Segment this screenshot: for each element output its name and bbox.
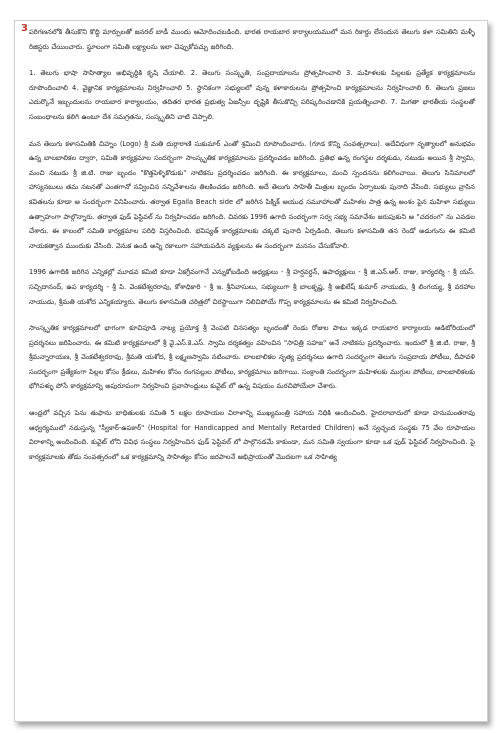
- document-page: [14, 20, 488, 722]
- paragraph-donations: ఆంధ్రలో వచ్చిన పెను తుఫాను బాధితులకు సమితి 5 లక్షల రూపాయల విరాళాన్ని ముఖ్యమంత్రి సహాయ నిధికి అందించింది. హైదరాబాదులో కూడా హనుమంతరావు ఆధ్వర్యములో నడుస్తున్న "స్వీకార్-ఉపకార్" (Hospital for Handicapped and Mentally Retarded Children) అనే స్వచ్ఛంద సంస్థకు 75 వేల రూపాయల విరాళాన్ని అందించింది. కువైట్ లోని వివిధ సంస్థలు నిర్వహించిన ఫుడ్ ఫెస్టివల్ లో పాల్గొనడమే కాకుండా, మన సమితి స్వయంగా కూడా ఒక ఫుడ్ ఫెస్టివల్ నిర్వహించింది. పై కార్యక్రమాలకు తోడు సంవత్సరంలో ఒక కార్యక్రమాన్ని సాహిత్యం కోసం జరపాలనే అభిప్రాయంతో మొదటగా ఒక సాహిత్య: [29, 409, 475, 461]
- paragraph-intro: పరిగణనలోకి తీసుకొని కొద్ది మార్పులతో జనరల్ బాడీ ముందు ఆమోదించబడింది. భారత రాయబార కార్యాలయములో మన రికార్డు లేనందున తెలుగు కళా సమితిని మళ్ళీ రిజిస్టరు చేయించారు. స్థూలంగా సమితి లక్ష్యాలను ఇలా చెప్పుకోవచ్చు జరిగింది.: [29, 28, 475, 51]
- page-number: 3: [21, 23, 28, 34]
- paragraph-logo-history: మన తెలుగు కళాసమితికి చిహ్నం (Logo) శ్రీ మతి దుర్గారాణి సుకుమార్ ఎంతో శ్రమించి రూపొందించారు. (గూడ కొన్ని సంవత్సరాలు). అదేవిధంగా నృత్యాలలో అనుభవం ఉన్న బాలబాలికల ద్వారా, సమితి కార్యక్రమాల సందర్భంగా సాంస్కృతిక కార్యక్రమాలను ప్రదర్శించడం జరిగింది. ప్రతిభ ఉన్న రంగస్థల దర్శకుడు, నటుడు అయిన శ్రీ స్వామి, మంచి నటుడు శ్రీ జి.టి. రాజు బృందం "కొత్తపెళ్ళికొడుకు" నాటికను ప్రదర్శించడం జరిగింది. ఈ కార్యక్రమాలు, మంచి స్పందనను కలిగించాయి. తెలుగు సినిమాలలో హాస్యనటులు తమ నటనతో ఎంతగానో నవ్వించిన సన్నివేశాలను తిలకించడం జరిగింది. అదే తెలుగు సాహితీ మిత్రుల బృందం ఏర్పాటుకు పునాది వేసింది. సభ్యులు వ్రాసిన కవితలను కూడా ఆ సందర్భంగా వినిపించారు. తర్వాత Egaila Beach side లో జరిగిన పిక్నిక్ ఆయుధ సమూహాలతో మహిళల పాత్ర ఉన్న అంశం పైన మహిళా సభ్యులు ఉత్సాహంగా పాల్గొన్నారు. తర్వాత ఫుడ్ ఫెస్టివల్ ను నిర్వహించడం జరిగింది. చివరకు 1996 ఉగాది సందర్భంగా సర్వ సభ్య సమావేశం జరుపుకుని ఆ "చదరంగ" ను ఎవడల చేశారు. ఈ కాలంలో సమితి కార్యక్రమాల పరిధి విస్తరించింది. భవిష్యత్ కార్యక్రమాలకు చక్కటి పునాది ఏర్పడింది. తెలుగు కళాసమితి తన రెండో అడుగును ఈ కమిటి నాయకత్వాన ముందుకు వేసింది. వెనుక ఉండి అన్ని రకాలుగా సహాయపడిన వ్యక్తులను ఈ సందర్భంగా మననం చేసుకోవాలి.: [29, 139, 475, 250]
- document-body: [29, 25, 475, 476]
- paragraph-cultural-programs: సాంస్కృతిక కార్యక్రమాలలో భాగంగా కూచిపూడి నాట్య ప్రయోక్త శ్రీ వెంపటి చినసత్యం బృందంతో రెండు రోజుల పాటు ఇక్కడ రాయబార కార్యాలయ ఆడిటోరియంలో ప్రదర్శనలు జరిపించారు. ఈ కమిటి కార్యక్రమాలలో శ్రీ వై.ఎస్.కె.ఎస్. స్వామి దర్శకత్వం వహించిన "సావిత్రి సహజ" అనే నాటికను ప్రదర్శించారు. ఇందులో శ్రీ జి.టి. రాజు, శ్రీ శ్రీమన్నారాయణ, శ్రీ వెంకటేశ్వరరావు, శ్రీమతి యశోద, శ్రీ లక్ష్మణస్వామి నటించారు. బాలబాలికల నృత్య ప్రదర్శనలు ఉగాది సందర్భంగా తెలుగు సంప్రదాయ పోటీలు, దీపావళి సందర్భంగా ప్రత్యేకంగా పిల్లల కోసం క్రీడలు, మహిళల కోసం రంగవల్లుల పోటీలు, కార్యక్రమాలు జరిగాయి. సంక్రాంతి సందర్భంగా మహిళలకు ముగ్గుల పోటీలు, బాలబాలికలకు భోగిపళ్ళు పోసే కార్యక్రమాన్ని అపురూపంగా నిర్వహించి ప్రవాసాంధ్రులు కువైట్ లో ఉన్న విషయం మరచిపోయేలా చేశారు.: [29, 324, 475, 391]
- paragraph-third-committee: 1996 ఉగాదికి జరిగిన ఎన్నికల్లో మూడవ కమిటి కూడా ఏకగ్రీవంగానే ఎన్నుకోబడింది అధ్యక్షులు - శ్రీ హర్షవర్ధన్, ఉపాధ్యక్షులు - శ్రీ జి.ఎన్.ఆర్. రాజు, కార్యదర్శి - శ్రీ యస్. సచ్చిదానంద్, ఉప కార్యదర్శి - శ్రీ పి. వెంకటేశ్వరరావు, కోశాధికారి - శ్రీ ఇ. శ్రీనివాసులు, సభ్యులుగా శ్రీ బాలకృష్ణ, శ్రీ అఖిలేష్ కుమార్ నాయుడు, శ్రీ లింగయ్య, శ్రీ వరహాల నాయుడు, శ్రీమతి యశోద ఎన్నికయ్యారు. తెలుగు కళాసమితి చరిత్రలో చిరస్థాయిగా నిలిచిపోయే గొప్ప కార్యక్రమాలను ఈ కమిటి నిర్వహించింది.: [29, 268, 475, 306]
- paragraph-objectives: 1. తెలుగు భాషా సాహిత్యాల అభివృద్ధికి కృషి చేయాలి. 2. తెలుగు సంస్కృతి, సంప్రదాయాలను ప్రోత్సహించాలి 3. మహిళలకు పిల్లలకు ప్రత్యేక కార్యక్రమాలను రూపొందించాలి 4. వైజ్ఞానిక కార్యక్రమాలను నిర్వహించాలి 5. స్థానికంగా సభ్యులలో వున్న కళాకారులను ప్రోత్సహించి కార్యక్రమాలను నిర్వహించాలి 6. తెలుగు ప్రజలు ఎదుర్కొనే ఇబ్బందులను రాయబార కార్యాలయం, తదితర భారత ప్రభుత్వ ఏజన్సీల దృష్టికి తీసుకొచ్చి పరిష్కరించడానికి ప్రయత్నించాలి. 7. మిగతా భారతీయ సంస్థలతో సంబంధాలను కలిగి ఉంటూ దేశ సమగ్రతను, సంస్కృతిని చాటి చెప్పాలి.: [29, 69, 475, 121]
